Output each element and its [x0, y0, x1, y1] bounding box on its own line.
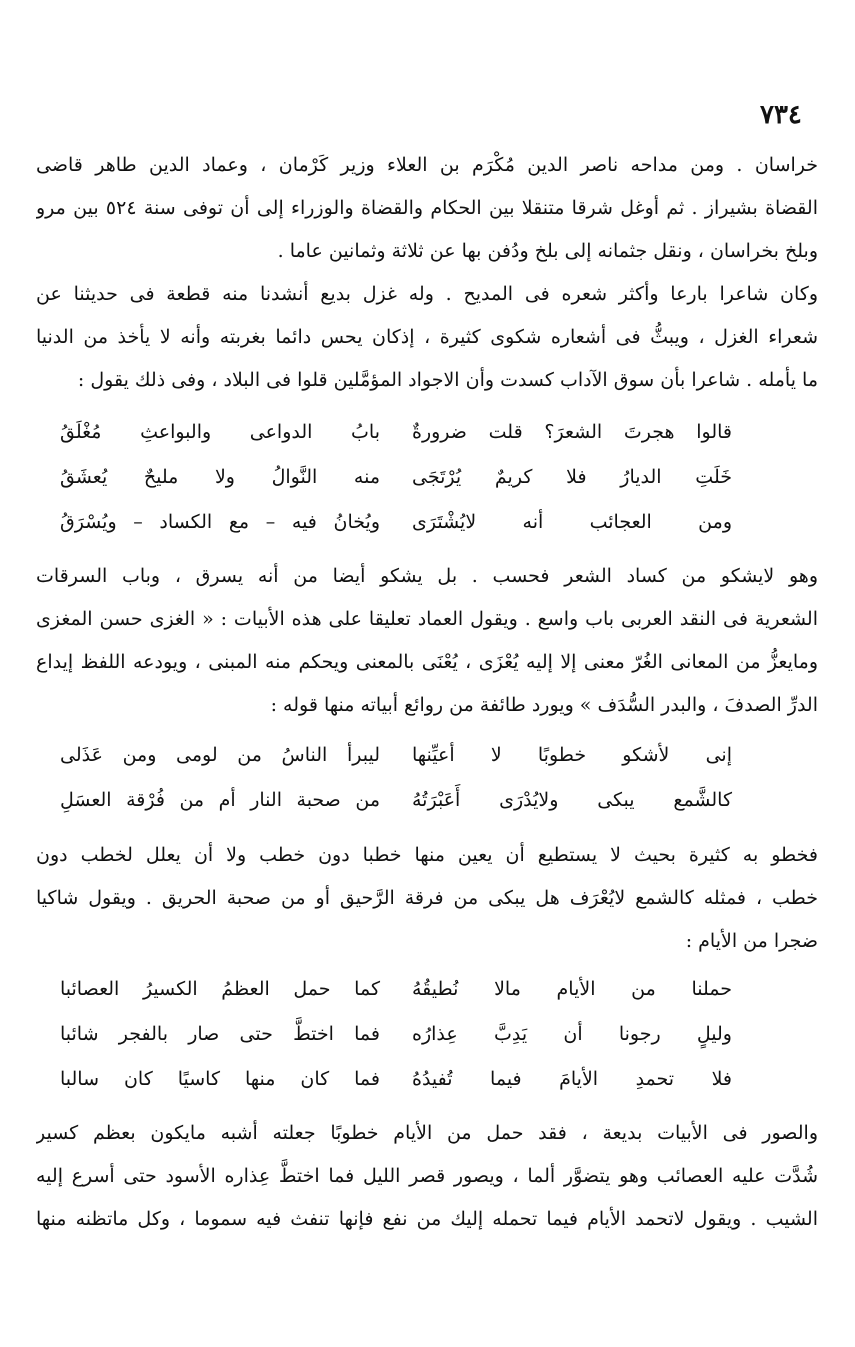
text-line: ضجرا من الأيام :: [685, 930, 818, 952]
text-line: القضاة بشيراز . ثم أوغل شرقا متنقلا بين الحكام والقضاة والوزراء إلى أن توفى سنة ٥٢٤ بين مرو: [36, 197, 818, 219]
text-line: خراسان . ومن مداحه ناصر الدين مُكْرَم بن العلاء وزير كَرْمان ، وعماد الدين طاهر قاضى: [36, 154, 818, 176]
text-line: ومايعزُّ من المعانى الغُرّ معنى إلا إليه يُعْزَى ، يُعْنَى بالمعنى ويحكم منه المبنى ، ويودعه اللفظ إيداع: [36, 651, 818, 673]
verse-second-hemistich: من صحبة النار أم من فُرْقة العسَلِ: [60, 789, 380, 811]
paragraph-2: [36, 273, 818, 402]
text-line: والصور فى الأبيات بديعة ، فقد حمل من الأيام خطوبًا جعلته أشبه مايكون بعظم كسير: [36, 1122, 818, 1144]
verse-line: [60, 778, 732, 823]
verse-second-hemistich: فما اختطَّ حتى صار بالفجر شائبا: [60, 1023, 380, 1045]
page-number: ٧٣٤: [760, 100, 802, 130]
text-line: الشعرية فى النقد العربى باب واسع . ويقول العماد تعليقا على هذه الأبيات : « الغزى حسن المغزى: [36, 608, 818, 630]
verse-first-hemistich: إنى لأشكو خطوبًا لا أعيِّنها: [412, 744, 732, 766]
text-line: ما يأمله . شاعرا بأن سوق الآداب كسدت وأن الاجواد المؤمَّلين قلوا فى البلاد ، وفى ذلك يقول :: [77, 369, 818, 391]
text-line: الشيب . ويقول لاتحمد الأيام فيما تحمله إليك من نفع فإنها تنفث فيه سموما ، وكل ماتظنه منها: [36, 1208, 818, 1230]
verse-second-hemistich: منه النَّوالُ ولا مليحٌ يُعشَقُ: [60, 466, 380, 488]
verse-block-3: [60, 967, 732, 1102]
verse-first-hemistich: خَلَتِ الديارُ فلا كريمٌ يُرْتَجَى: [412, 466, 732, 488]
text-line: وكان شاعرا بارعا وأكثر شعره فى المديح . وله غزل بديع أنشدنا منه قطعة فى حديثنا عن: [36, 283, 818, 305]
verse-first-hemistich: ومن العجائب أنه لايُشْتَرَى: [412, 511, 732, 533]
verse-first-hemistich: قالوا هجرتَ الشعرَ؟ قلت ضرورةٌ: [412, 421, 732, 443]
verse-second-hemistich: ويُخانُ فيه – مع الكساد – ويُسْرَقُ: [60, 511, 380, 533]
verse-first-hemistich: فلا تحمدِ الأيامَ فيما تُفيدُهُ: [412, 1068, 732, 1090]
verse-line: [60, 1057, 732, 1102]
verse-first-hemistich: وليلٍ رجونا أن يَدِبَّ عِذارُه: [412, 1023, 732, 1045]
verse-line: [60, 500, 732, 545]
verse-line: [60, 410, 732, 455]
verse-first-hemistich: حملنا من الأيام مالا نُطيقُهُ: [412, 978, 732, 1000]
text-line: شعراء الغزل ، ويبثُّ فى أشعاره شكوى كثيرة ، إذكان يحس دائما بغربته وأنه لا يأخذ من الدنيا: [36, 326, 818, 348]
verse-second-hemistich: بابُ الدواعى والبواعثِ مُغْلَقُ: [60, 421, 380, 443]
text-line: شُدَّت عليه العصائب وهو يتضوَّر ألما ، ويصور قصر الليل فما اختطَّ عِذاره الأسود حتى أسرع إليه: [36, 1165, 818, 1187]
text-line: الدرِّ الصدفَ ، والبدر السُّدَف » ويورد طائفة من روائع أبياته منها قوله :: [270, 694, 818, 716]
text-line: وهو لايشكو من كساد الشعر فحسب . بل يشكو أيضا من أنه يسرق ، وباب السرقات: [36, 565, 818, 587]
verse-line: [60, 455, 732, 500]
verse-first-hemistich: كالشَّمع يبكى ولايُدْرَى أَعَبْرَتُهُ: [412, 789, 732, 811]
verse-block-1: [60, 410, 732, 545]
text-line: وبلخ بخراسان ، ونقل جثمانه إلى بلخ ودُفن بها عن ثلاثة وثمانين عاما .: [277, 240, 818, 262]
verse-block-2: [60, 733, 732, 823]
verse-second-hemistich: فما كان منها كاسيًا كان سالبا: [60, 1068, 380, 1090]
text-line: خطب ، فمثله كالشمع لايُعْرَف هل يبكى من فرقة الرَّحيق أو من صحبة الحريق . ويقول شاكيا: [36, 887, 818, 909]
text-line: فخطو به كثيرة بحيث لا يستطيع أن يعين منها خطبا دون خطب ولا أن يعلل لخطب دون: [36, 844, 818, 866]
paragraph-4: [36, 834, 818, 963]
verse-line: [60, 1012, 732, 1057]
paragraph-5: [36, 1112, 818, 1241]
verse-second-hemistich: كما حمل العظمُ الكسيرُ العصائبا: [60, 978, 380, 1000]
verse-second-hemistich: ليبرأ الناسُ من لومى ومن عَذَلى: [60, 744, 380, 766]
verse-line: [60, 733, 732, 778]
verse-line: [60, 967, 732, 1012]
paragraph-3: [36, 555, 818, 727]
paragraph-1: [36, 144, 818, 273]
